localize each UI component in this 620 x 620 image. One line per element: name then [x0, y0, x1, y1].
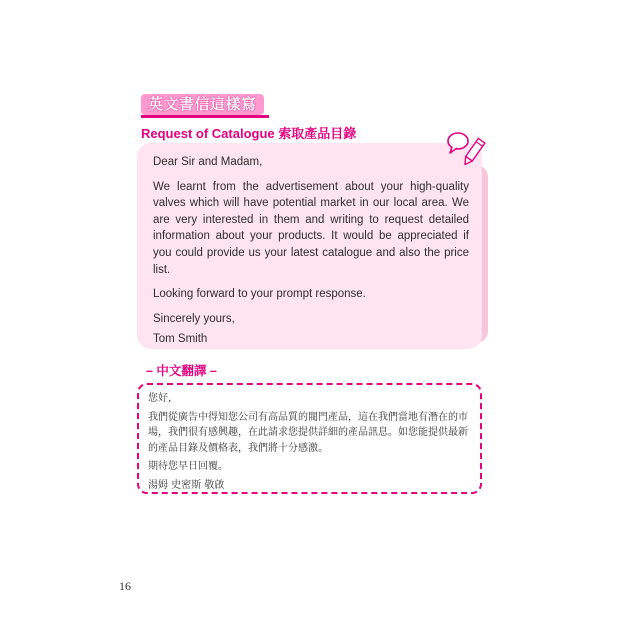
letter-signoff: Sincerely yours, — [153, 312, 235, 325]
badge-underline — [141, 115, 269, 118]
translation-greeting: 您好， — [148, 393, 178, 404]
chinese-translation — [148, 391, 474, 496]
translation-closing: 期待您早日回覆。 — [148, 461, 228, 472]
translation-body: 我們從廣告中得知您公司有高品質的閥門產品，這在我們當地有潛在的市場，我們很有感興趣，在此請求您提供詳細的產品訊息。如您能提供最新的產品目錄及價格表，我們將十分感激。 — [148, 411, 468, 454]
letter-signature: Tom Smith — [153, 333, 208, 346]
letter-closing: Looking forward to your prompt response. — [153, 288, 366, 301]
translation-signature: 湯姆 史密斯 敬啟 — [148, 479, 225, 491]
letter-salutation: Dear Sir and Madam, — [153, 156, 263, 168]
section-badge: 英文書信這樣寫 — [141, 94, 264, 115]
translation-title: – 中文翻譯 – — [146, 364, 217, 378]
english-letter — [153, 154, 469, 352]
letter-body: We learnt from the advertisement about your high-quality valves which will have potential market in our local area. We are very interested in them and writing to request detailed information about your products. It would be appreciated if you could provide us your latest catalogue and also the price list. — [153, 180, 469, 276]
letter-title: Request of Catalogue 索取產品目錄 — [141, 126, 357, 141]
page-number: 16 — [119, 579, 131, 593]
